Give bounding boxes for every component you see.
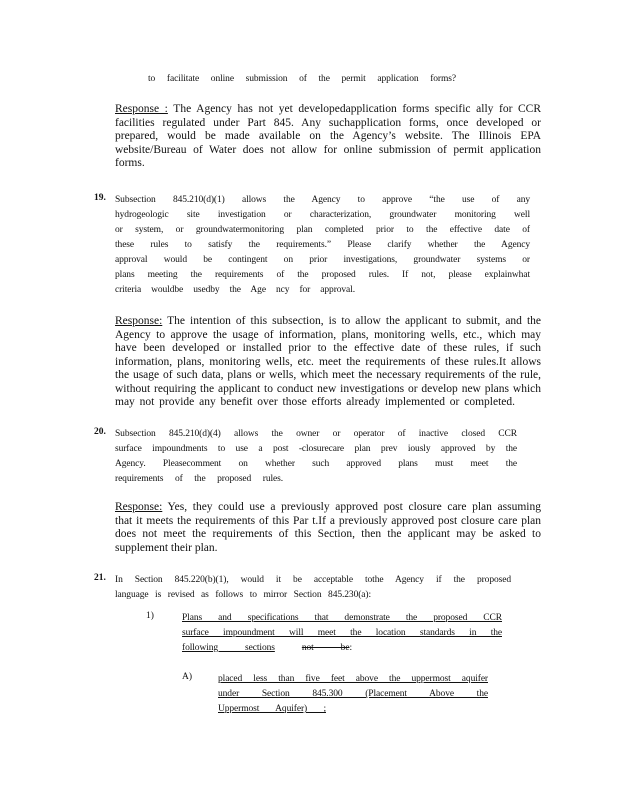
item-1-struck-text: not be xyxy=(301,643,350,653)
response-20-label: Response: xyxy=(115,501,163,513)
item-1-line-3-end: : xyxy=(349,643,352,653)
response-20-line-4: supplement their plan. xyxy=(115,541,218,554)
question-19-line-4: these rules to satisfy the requirements.” Please clarify whether the Agency xyxy=(115,240,530,250)
item-a-line-2: under Section 845.300 (Placement Above the xyxy=(218,689,488,699)
item-1-line-2: surface impoundment will meet the location standards in the xyxy=(182,628,502,638)
response-18-line-1: The Agency has not yet developedapplication forms specific ally for CCR xyxy=(173,103,542,115)
question-21-line-1: In Section 845.220(b)(1), would it be acceptable tothe Agency if the proposed xyxy=(115,575,511,585)
question-21-line-2: language is revised as follows to mirror Section 845.230(a): xyxy=(115,590,371,600)
response-20-line-3: does not meet the requirements of this Section, then the applicant may be asked to xyxy=(115,528,541,540)
response-19-line-2: Agency to approve the usage of information, plans, monitoring wells, etc., which may xyxy=(115,328,541,341)
item-1 xyxy=(182,611,502,656)
question-19-line-7: criteria wouldbe usedby the Age ncy for approval. xyxy=(115,285,355,295)
question-20-line-2: surface impoundments to use a post -closurecare plan prev iously approved by the xyxy=(115,444,517,454)
response-18-line-3: prepared, would be made available on the Agency’s website. The Illinois EPA xyxy=(115,130,541,142)
item-a-line-1: placed less than five feet above the uppermost aquifer xyxy=(218,674,488,684)
question-19-line-1: Subsection 845.210(d)(1) allows the Agency to approve “the use of any xyxy=(115,195,530,205)
response-19-line-7: may not provide any benefit over those efforts already implemented or completed. xyxy=(115,396,515,408)
question-20-line-4: requirements of the proposed rules. xyxy=(115,474,283,484)
response-18-line-2: facilities regulated under Part 845. Any suchapplication forms, once developed or xyxy=(115,116,541,129)
question-19-line-3: or system, or groundwatermonitoring plan completed prior to the effective date of xyxy=(115,225,530,235)
item-a xyxy=(218,672,488,717)
item-a-line-3: Uppermost Aquifer) ; xyxy=(218,704,326,714)
item-1-marker: 1) xyxy=(146,611,154,621)
question-19-number: 19. xyxy=(94,193,106,203)
question-20-line-3: Agency. Pleasecomment on whether such approved plans must meet the xyxy=(115,459,517,469)
question-19-line-2: hydrogeologic site investigation or characterization, groundwater monitoring well xyxy=(115,210,530,220)
question-19-line-5: approval would be contingent on prior investigations, groundwater systems or xyxy=(115,255,530,265)
item-1-line-3: following sections xyxy=(182,643,275,653)
response-19-line-5: the usage of such data, plans or wells, which meet the necessary requirements of the rule, xyxy=(115,369,541,381)
response-20 xyxy=(115,501,541,555)
question-21 xyxy=(115,573,511,603)
response-18 xyxy=(115,103,541,171)
item-1-line-1: Plans and specifications that demonstrate the proposed CCR xyxy=(182,613,502,623)
response-18-line-5: forms. xyxy=(115,157,145,169)
question-20-number: 20. xyxy=(94,427,106,437)
response-20-line-2: that it meets the requirements of this Par t.If a previously approved post closure care plan xyxy=(115,514,541,527)
response-19-line-1: The intention of this subsection, is to allow the applicant to submit, and the xyxy=(167,315,542,327)
question-18-tail xyxy=(148,72,456,87)
response-19-line-6: without requiring the applicant to conduct new investigations or develop new plans which xyxy=(115,382,541,395)
question-20-line-1: Subsection 845.210(d)(4) allows the owner or operator of inactive closed CCR xyxy=(115,429,517,439)
question-18-tail-text: to facilitate online submission of the permit application forms? xyxy=(148,74,456,84)
response-19-line-4: information, plans, monitoring wells, etc. meet the requirements of these rules.It allows xyxy=(115,355,541,368)
item-a-marker: A) xyxy=(182,672,193,682)
response-18-line-4: website/Bureau of Water does not allow for online submission of permit application xyxy=(115,143,541,156)
question-21-number: 21. xyxy=(94,573,106,583)
question-20 xyxy=(115,427,517,487)
response-19 xyxy=(115,315,541,410)
response-18-label: Response : xyxy=(115,103,168,115)
question-19 xyxy=(115,193,530,298)
question-19-line-6: plans meeting the requirements of the proposed rules. If not, please explainwhat xyxy=(115,270,530,280)
response-20-line-1: Yes, they could use a previously approved post closure care plan assuming xyxy=(167,501,541,513)
response-19-line-3: have been developed or installed prior to the effective date of these rules, if such xyxy=(115,342,541,354)
response-19-label: Response: xyxy=(115,315,163,327)
